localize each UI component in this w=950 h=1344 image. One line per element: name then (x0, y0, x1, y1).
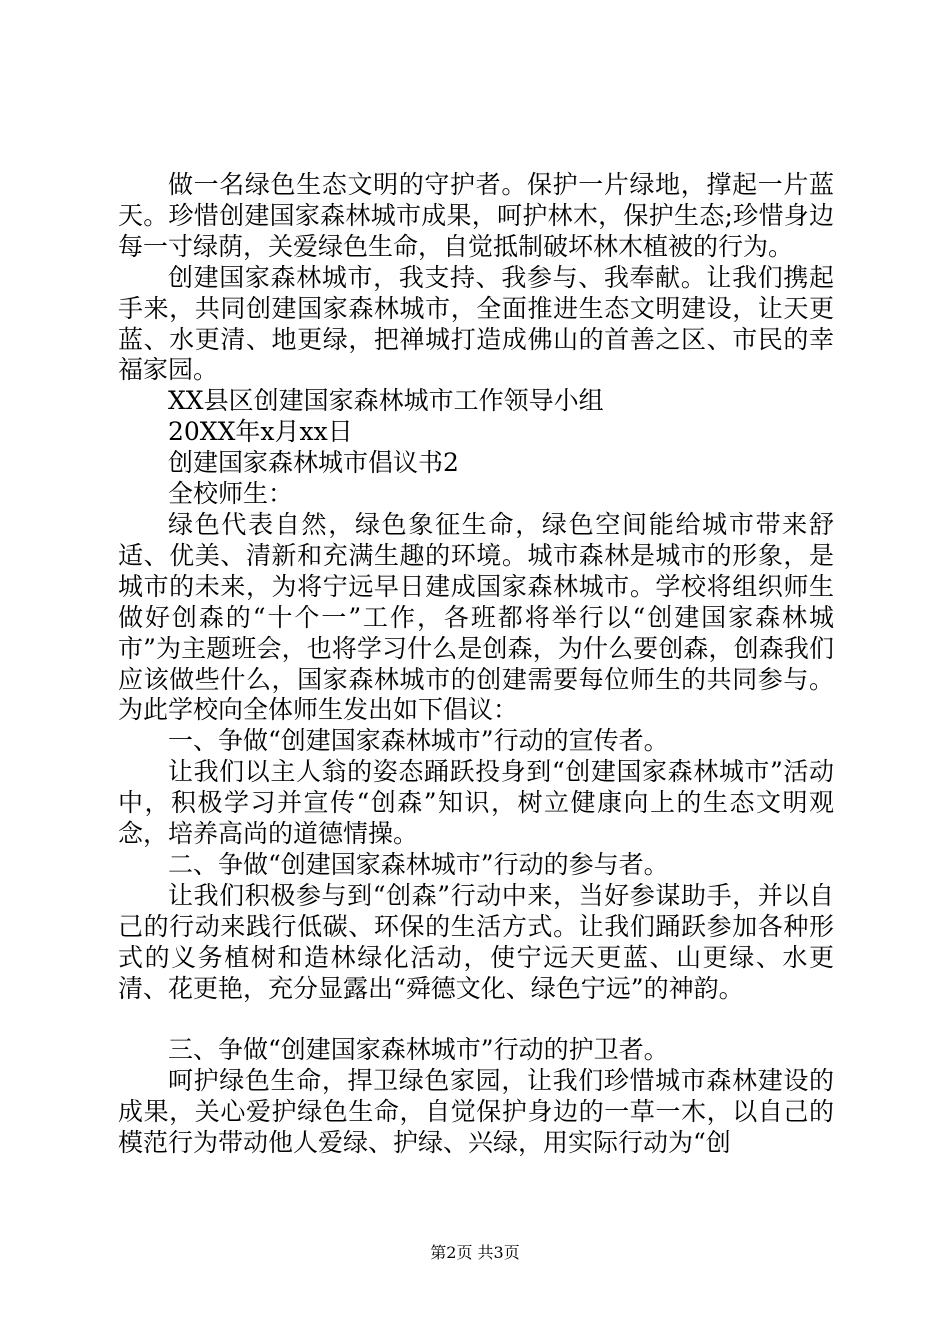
document-body (118, 170, 834, 1159)
paragraph-intro: 绿色代表自然，绿色象征生命，绿色空间能给城市带来舒适、优美、清新和充满生趣的环境。城市森林是城市的形象，是城市的未来，为将宁远早日建成国家森林城市。学校将组织师生做好创森的“十个一”工作，各班都将举行以“创建国家森林城市”为主题班会，也将学习什么是创森，为什么要创森，创森我们应该做些什么，国家森林城市的创建需要每位师生的共同参与。为此学校向全体师生发出如下倡议： (118, 509, 834, 725)
section-title: 创建国家森林城市倡议书2 (168, 448, 459, 478)
page-number-footer: 第2页 共3页 (430, 1243, 520, 1262)
salutation: 全校师生： (168, 479, 294, 509)
paragraph-support: 创建国家森林城市，我支持、我参与、我奉献。让我们携起手来，共同创建国家森林城市，全面推进生态文明建设，让天更蓝、水更清、地更绿，把禅城打造成佛山的首善之区、市民的幸福家园。 (118, 262, 834, 385)
paragraph-item-one: 让我们以主人翁的姿态踊跃投身到“创建国家森林城市”活动中，积极学习并宣传“创森”知识，树立健康向上的生态文明观念，培养高尚的道德情操。 (118, 757, 834, 849)
paragraph-item-two: 让我们积极参与到“创森”行动中来，当好参谋助手，并以自己的行动来践行低碳、环保的生活方式。让我们踊跃参加各种形式的义务植树和造林绿化活动，使宁远天更蓝、山更绿、水更清、花更艳，充分显露出“舜德文化、绿色宁远”的神韵。 (118, 880, 834, 1003)
paragraph-item-three: 呵护绿色生命，捍卫绿色家园，让我们珍惜城市森林建设的成果，关心爱护绿色生命，自觉保护身边的一草一木，以自己的模范行为带动他人爱绿、护绿、兴绿，用实际行动为“创 (118, 1066, 834, 1158)
heading-item-three: 三、争做“创建国家森林城市”行动的护卫者。 (168, 1035, 669, 1065)
paragraph-guardian: 做一名绿色生态文明的守护者。保护一片绿地，撑起一片蓝天。珍惜创建国家森林城市成果，呵护林木，保护生态;珍惜身边每一寸绿荫，关爱绿色生命，自觉抵制破坏林木植被的行为。 (118, 170, 834, 261)
signature-date: 20XX年x月xx日 (168, 417, 353, 447)
heading-item-two: 二、争做“创建国家森林城市”行动的参与者。 (168, 849, 669, 879)
heading-item-one: 一、争做“创建国家森林城市”行动的宣传者。 (168, 726, 669, 756)
signature-organization: XX县区创建国家森林城市工作领导小组 (168, 386, 604, 416)
